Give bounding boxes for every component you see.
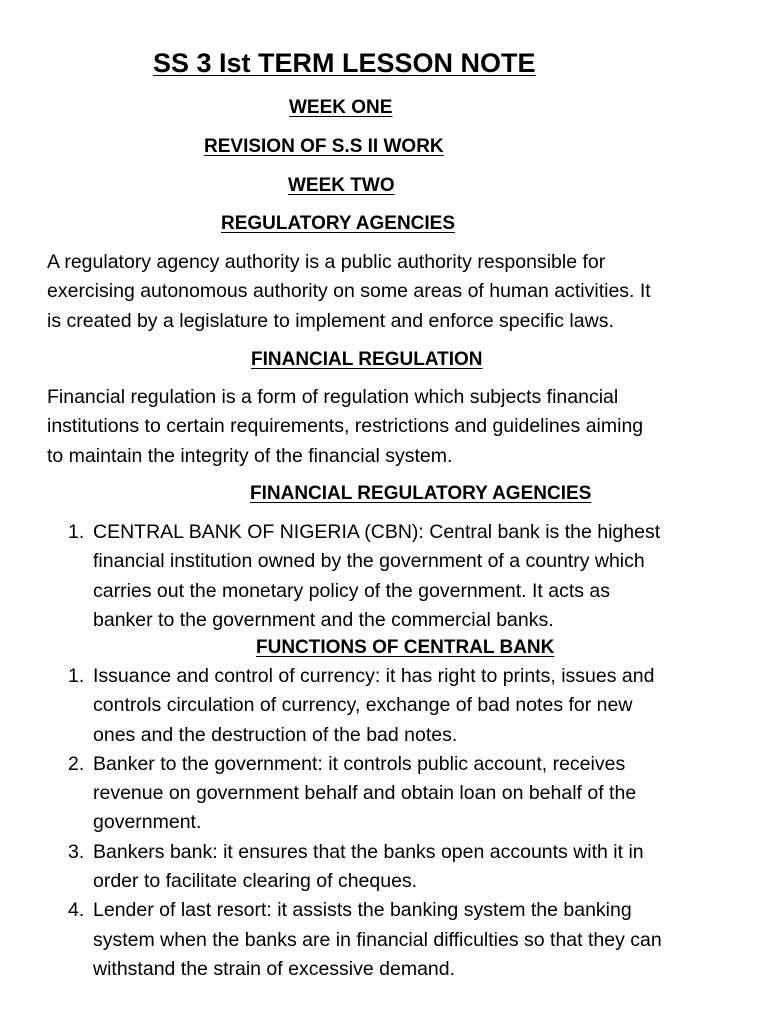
list-item-line: order to facilitate clearing of cheques. [93, 870, 418, 893]
list-item-line: system when the banks are in financial difficulties so that they can [93, 928, 662, 951]
agencies-list [68, 518, 748, 635]
paragraph-line: is created by a legislature to implement and enforce specific laws. [47, 309, 614, 332]
list-number: 3. [68, 840, 85, 863]
list-item [68, 518, 748, 635]
list-item-line: Bankers bank: it ensures that the banks open accounts with it in [93, 840, 644, 863]
regulatory-agency-paragraph [47, 248, 747, 336]
paragraph-line: to maintain the integrity of the financial system. [47, 444, 453, 467]
list-item [68, 896, 748, 984]
list-number: 1. [68, 521, 85, 543]
regulatory-agencies-heading: REGULATORY AGENCIES [221, 213, 456, 234]
financial-regulatory-agencies-heading: FINANCIAL REGULATORY AGENCIES [250, 483, 592, 504]
list-item-line: CENTRAL BANK OF NIGERIA (CBN): Central bank is the highest [93, 521, 661, 543]
list-item-line: Lender of last resort: it assists the banking system the banking [93, 899, 632, 922]
list-number: 2. [68, 752, 85, 775]
paragraph-line: Financial regulation is a form of regulation which subjects financial [47, 386, 619, 408]
list-number: 4. [68, 899, 85, 922]
revision-heading: REVISION OF S.S II WORK [204, 136, 444, 157]
document-title: SS 3 Ist TERM LESSON NOTE [153, 48, 536, 78]
list-item [68, 838, 748, 897]
list-number: 1. [68, 665, 85, 687]
list-item-line: Issuance and control of currency: it has right to prints, issues and [93, 665, 655, 687]
list-item-line: carries out the monetary policy of the government. It acts as [93, 579, 610, 602]
list-item-line: government. [93, 811, 202, 834]
financial-regulation-heading: FINANCIAL REGULATION [251, 349, 483, 370]
paragraph-line: institutions to certain requirements, restrictions and guidelines aiming [47, 415, 644, 438]
list-item [68, 750, 748, 838]
list-item-line: financial institution owned by the government of a country which [93, 550, 645, 573]
paragraph-line: A regulatory agency authority is a public authority responsible for [47, 251, 606, 273]
list-item [68, 662, 748, 750]
list-item-line: revenue on government behalf and obtain loan on behalf of the [93, 782, 637, 805]
list-item-line: banker to the government and the commercial banks. [93, 608, 554, 631]
functions-list [68, 662, 748, 984]
paragraph-line: exercising autonomous authority on some areas of human activities. It [47, 280, 651, 303]
list-item-line: Banker to the government: it controls public account, receives [93, 752, 626, 775]
list-item-line: ones and the destruction of the bad notes. [93, 723, 458, 746]
list-item-line: withstand the strain of excessive demand. [93, 957, 456, 980]
week-two-heading: WEEK TWO [288, 175, 395, 196]
week-one-heading: WEEK ONE [289, 97, 393, 118]
financial-regulation-paragraph [47, 383, 747, 471]
functions-of-central-bank-heading: FUNCTIONS OF CENTRAL BANK [256, 637, 555, 658]
list-item-line: controls circulation of currency, exchange of bad notes for new [93, 694, 633, 717]
